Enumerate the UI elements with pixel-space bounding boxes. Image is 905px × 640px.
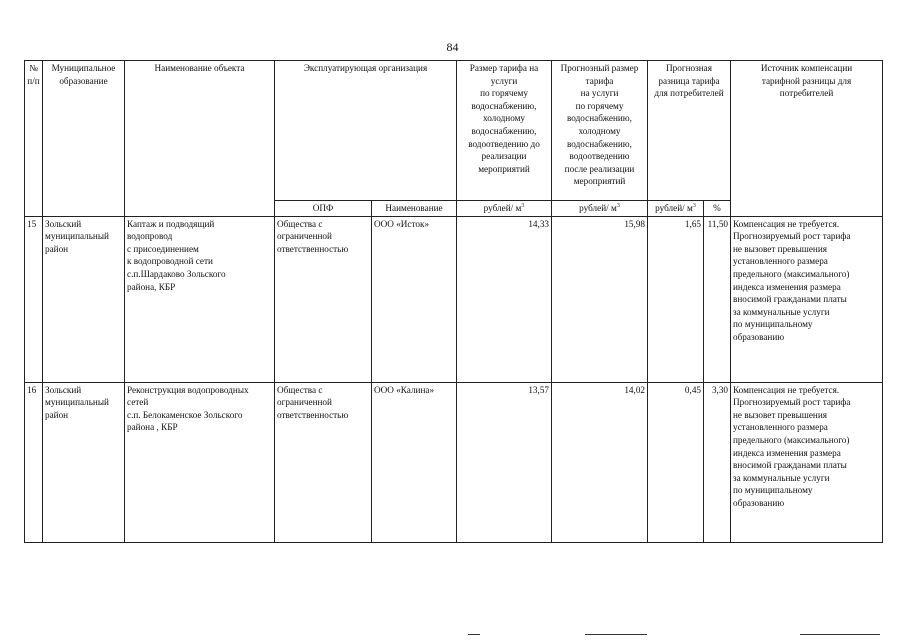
row-org: ООО «Исток»	[372, 216, 457, 382]
tariff-table	[24, 60, 883, 543]
row-num: 15	[25, 216, 43, 382]
row-object: Каптаж и подводящий водопровод с присоединением к водопроводной сети с.п.Шардаково Зольского района, КБР	[125, 216, 275, 382]
header-opf: ОПФ	[275, 201, 372, 217]
row-num: 16	[25, 382, 43, 542]
header-difference: Прогнозная разница тарифа для потребителей	[648, 61, 731, 201]
row-diff-rub: 0,45	[648, 382, 704, 542]
row-diff-pct: 11,50	[704, 216, 731, 382]
row-tariff-forecast: 15,98	[552, 216, 648, 382]
header-compensation: Источник компенсации тарифной разницы для потребителей	[731, 61, 883, 217]
row-org: ООО «Калина»	[372, 382, 457, 542]
header-unit-current: рублей/ $м^3$	[457, 201, 552, 217]
row-opf: Общества с ограниченной ответственностью	[275, 216, 372, 382]
row-tariff-current: 13,57	[457, 382, 552, 542]
header-municipality: Муниципальное образование	[43, 61, 125, 217]
row-diff-pct: 3,30	[704, 382, 731, 542]
table-row	[25, 216, 883, 382]
row-tariff-current: 14,33	[457, 216, 552, 382]
header-org-name: Наименование	[372, 201, 457, 217]
row-municipality: Зольский муниципальный район	[43, 216, 125, 382]
row-municipality: Зольский муниципальный район	[43, 382, 125, 542]
row-diff-rub: 1,65	[648, 216, 704, 382]
footer-mark	[585, 634, 647, 635]
header-unit-diff: рублей/ $м^3$	[648, 201, 704, 217]
table-row	[25, 382, 883, 542]
header-tariff-current: Размер тарифа на услуги по горячему водоснабжению, холодному водоснабжению, водоотведению до реализации мероприятий	[457, 61, 552, 201]
footer-mark	[800, 634, 880, 635]
row-compensation: Компенсация не требуется. Прогнозируемый рост тарифа не вызовет превышения установленного размера предельного (максимального) индекса изменения размера вносимой гражданами платы за коммунальные услуги по муниципальному образованию	[731, 216, 883, 382]
header-tariff-forecast: Прогнозный размер тарифа на услуги по горячему водоснабжению, холодному водоснабжению, водоотведению после реализации мероприятий	[552, 61, 648, 201]
row-object: Реконструкция водопроводных сетей с.п. Белокаменское Зольского района , КБР	[125, 382, 275, 542]
page-number: 84	[446, 40, 459, 54]
row-compensation: Компенсация не требуется. Прогнозируемый рост тарифа не вызовет превышения установленного размера предельного (максимального) индекса изменения размера вносимой гражданами платы за коммунальные услуги по муниципальному образованию	[731, 382, 883, 542]
header-object-name: Наименование объекта	[125, 61, 275, 217]
header-operator: Эксплуатирующая организация	[275, 61, 457, 201]
footer-mark	[468, 634, 480, 635]
header-num: № п/п	[25, 61, 43, 217]
row-tariff-forecast: 14,02	[552, 382, 648, 542]
header-unit-pct: %	[704, 201, 731, 217]
header-unit-forecast: рублей/ $м^3$	[552, 201, 648, 217]
row-opf: Общества с ограниченной ответственностью	[275, 382, 372, 542]
